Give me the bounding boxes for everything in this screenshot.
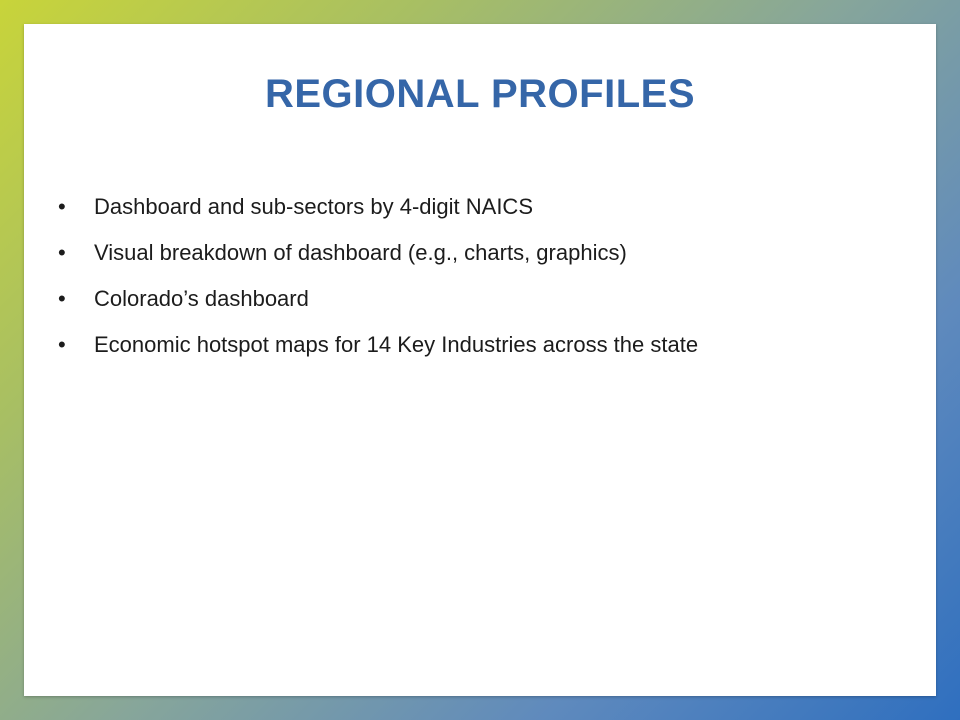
- bullet-point-icon: •: [58, 240, 66, 265]
- bullet-point-icon: •: [58, 332, 66, 357]
- bullet-point-icon: •: [58, 286, 66, 311]
- slide-title: REGIONAL PROFILES: [264, 72, 696, 116]
- bullet-text: Dashboard and sub-sectors by 4-digit NAICS: [94, 194, 533, 219]
- bullet-text: Visual breakdown of dashboard (e.g., charts, graphics): [94, 240, 627, 265]
- bullet-text: Economic hotspot maps for 14 Key Industries across the state: [94, 332, 699, 357]
- bullet-text: Colorado’s dashboard: [94, 286, 309, 311]
- bullet-point-icon: •: [58, 194, 66, 219]
